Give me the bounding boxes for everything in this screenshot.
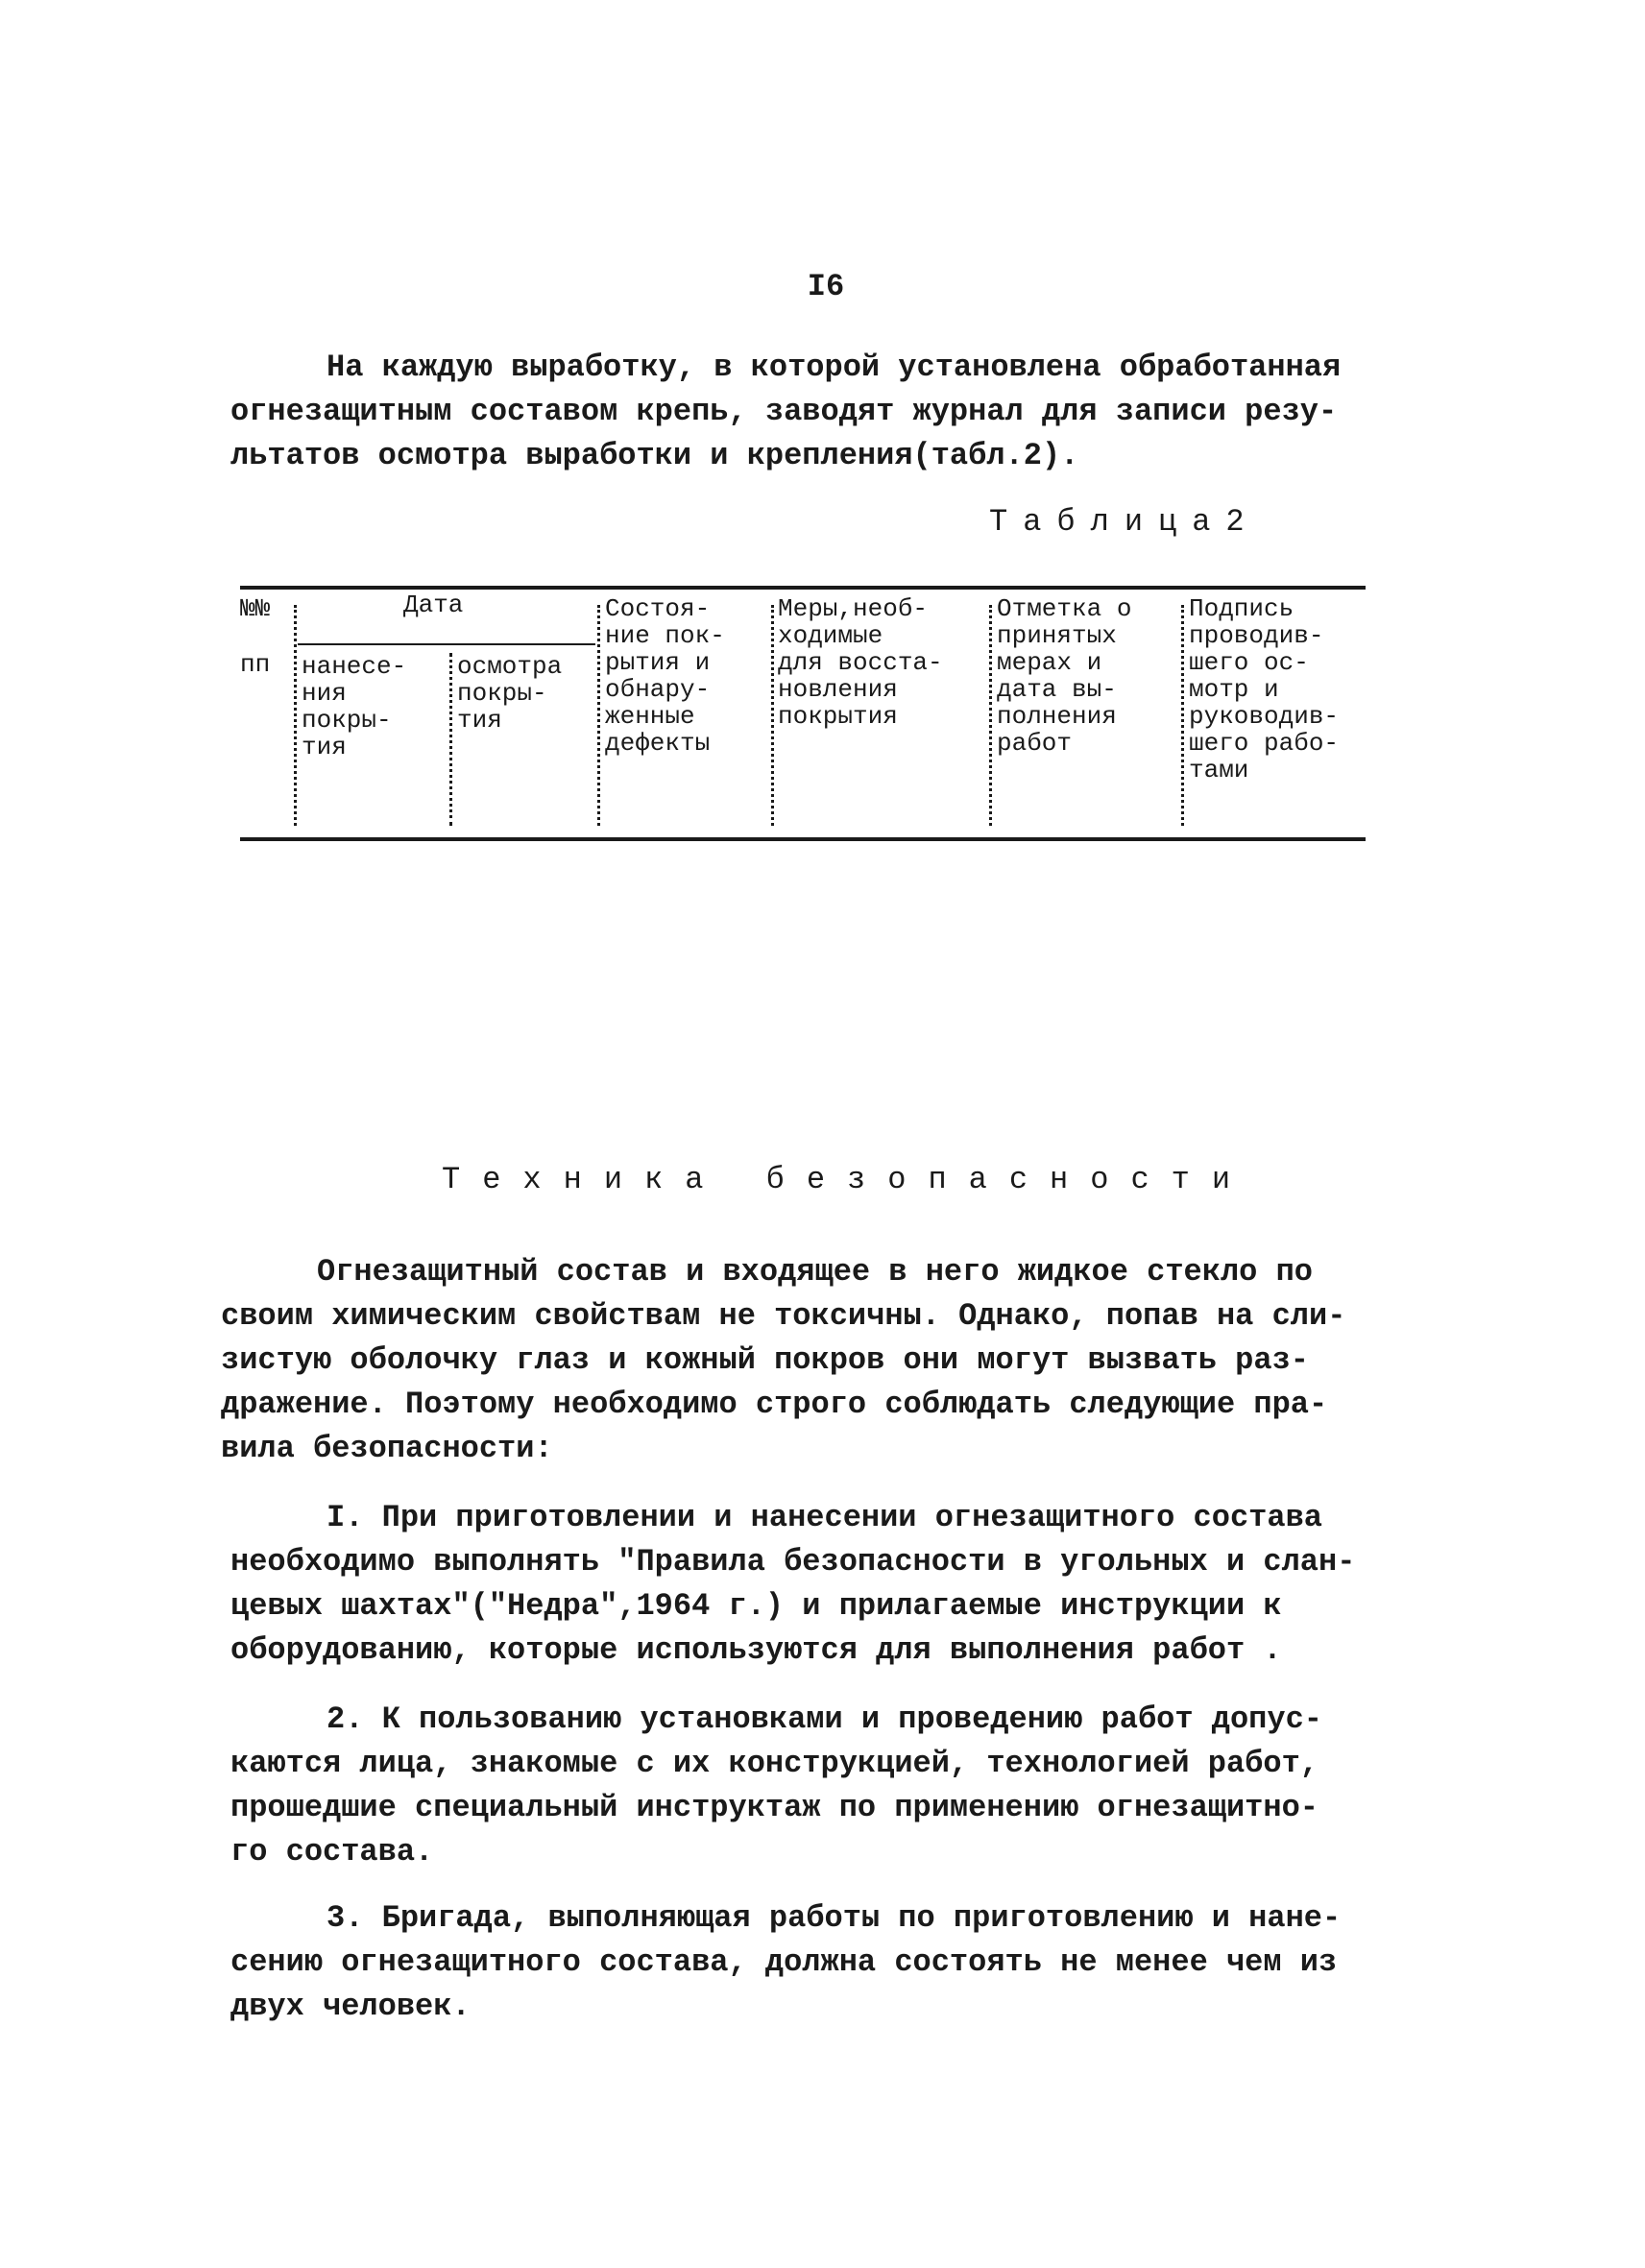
table-caption: Таблица2 (989, 504, 1260, 540)
text-line: сению огнезащитного состава, должна состоять не менее чем из (230, 1944, 1338, 1980)
header-line: мерах и (997, 648, 1102, 677)
header-line: ние пок- (605, 621, 725, 650)
text-line: 2. К пользованию установками и проведению работ допус- (327, 1701, 1322, 1737)
header-line: покры- (302, 706, 392, 735)
text-line: своим химическим свойствам не токсичны. Однако, попав на сли- (221, 1298, 1346, 1334)
text-line: необходимо выполнять "Правила безопасности в угольных и слан- (230, 1544, 1356, 1580)
column-date-inspect (457, 653, 562, 734)
text-line: каются лица, знакомые с их конструкцией, технологией работ, (230, 1746, 1318, 1781)
text-line: оборудованию, которые используются для выполнения работ . (230, 1632, 1282, 1668)
text-line: Огнезащитный состав и входящее в него жидкое стекло по (317, 1254, 1313, 1290)
header-line: новления (778, 675, 898, 704)
header-line: ходимые (778, 621, 883, 650)
header-line: шего рабо- (1189, 729, 1340, 758)
header-line: проводив- (1189, 621, 1324, 650)
text-line: двух человек. (230, 1989, 471, 2024)
header-line: обнару- (605, 675, 711, 704)
column-separator (989, 605, 992, 826)
column-separator (449, 653, 452, 826)
column-sign (1189, 595, 1339, 784)
header-line: тами (1189, 756, 1249, 784)
header-line: работ (997, 729, 1073, 758)
text-line: прошедшие специальный инструктаж по применению огнезащитно- (230, 1790, 1318, 1825)
safety-rule-2 (230, 1698, 1322, 1874)
text-line: огнезащитным составом крепь, заводят журнал для записи резу- (230, 394, 1338, 429)
text-line: льтатов осмотра выработки и крепления(табл.2). (230, 438, 1079, 473)
header-line: Дата (403, 591, 464, 619)
header-line: Состоя- (605, 594, 711, 623)
safety-rule-3 (230, 1896, 1341, 2029)
text-line: 3. Бригада, выполняющая работы по приготовлению и нане- (327, 1900, 1342, 1936)
header-line: пп (240, 650, 271, 679)
column-separator (294, 605, 297, 826)
text-line: зистую оболочку глаз и кожный покров они могут вызвать раз- (221, 1342, 1309, 1378)
header-line: осмотра (457, 652, 563, 681)
header-line: дефекты (605, 729, 711, 758)
header-line: дата вы- (997, 675, 1117, 704)
column-separator (597, 605, 600, 826)
text-line: На каждую выработку, в которой установлена обработанная (327, 350, 1342, 385)
column-note (997, 595, 1131, 757)
header-line: принятых (997, 621, 1117, 650)
header-line: покрытия (778, 702, 898, 731)
header-line: руководив- (1189, 702, 1340, 731)
table-top-rule (240, 586, 1366, 590)
header-line: покры- (457, 679, 547, 708)
header-line: мотр и (1189, 675, 1279, 704)
column-separator (1181, 605, 1184, 826)
text-line: вила безопасности: (221, 1431, 553, 1466)
text-line: го состава. (230, 1834, 434, 1870)
header-line: шего ос- (1189, 648, 1309, 677)
column-date-apply (302, 653, 406, 760)
page-number: I6 (807, 269, 845, 304)
column-number (240, 595, 270, 678)
header-line: Меры,необ- (778, 594, 929, 623)
section-title: Техника безопасности (442, 1162, 1253, 1197)
header-line: тия (457, 706, 502, 735)
header-line: для восста- (778, 648, 943, 677)
header-line: №№ (240, 594, 271, 623)
text-line: I. При приготовлении и нанесении огнезащитного состава (327, 1500, 1322, 1535)
column-date-title (403, 591, 463, 618)
header-line: ния (302, 679, 347, 708)
safety-intro-paragraph (221, 1250, 1345, 1471)
header-line: тия (302, 733, 347, 761)
text-line: дражение. Поэтому необходимо строго соблюдать следующие пра- (221, 1387, 1328, 1422)
text-line: цевых шахтах"("Недра",1964 г.) и прилагаемые инструкции к (230, 1588, 1282, 1624)
intro-paragraph (230, 346, 1341, 478)
header-line: женные (605, 702, 695, 731)
header-line: Отметка о (997, 594, 1132, 623)
column-separator (771, 605, 774, 826)
journal-table (240, 586, 1366, 843)
table-bottom-rule (240, 837, 1366, 841)
column-state (605, 595, 725, 757)
header-line: рытия и (605, 648, 711, 677)
header-line: Подпись (1189, 594, 1294, 623)
header-line: нанесе- (302, 652, 407, 681)
safety-rule-1 (230, 1496, 1355, 1673)
column-measures (778, 595, 943, 730)
date-subheader-rule (298, 643, 595, 645)
header-line: полнения (997, 702, 1117, 731)
